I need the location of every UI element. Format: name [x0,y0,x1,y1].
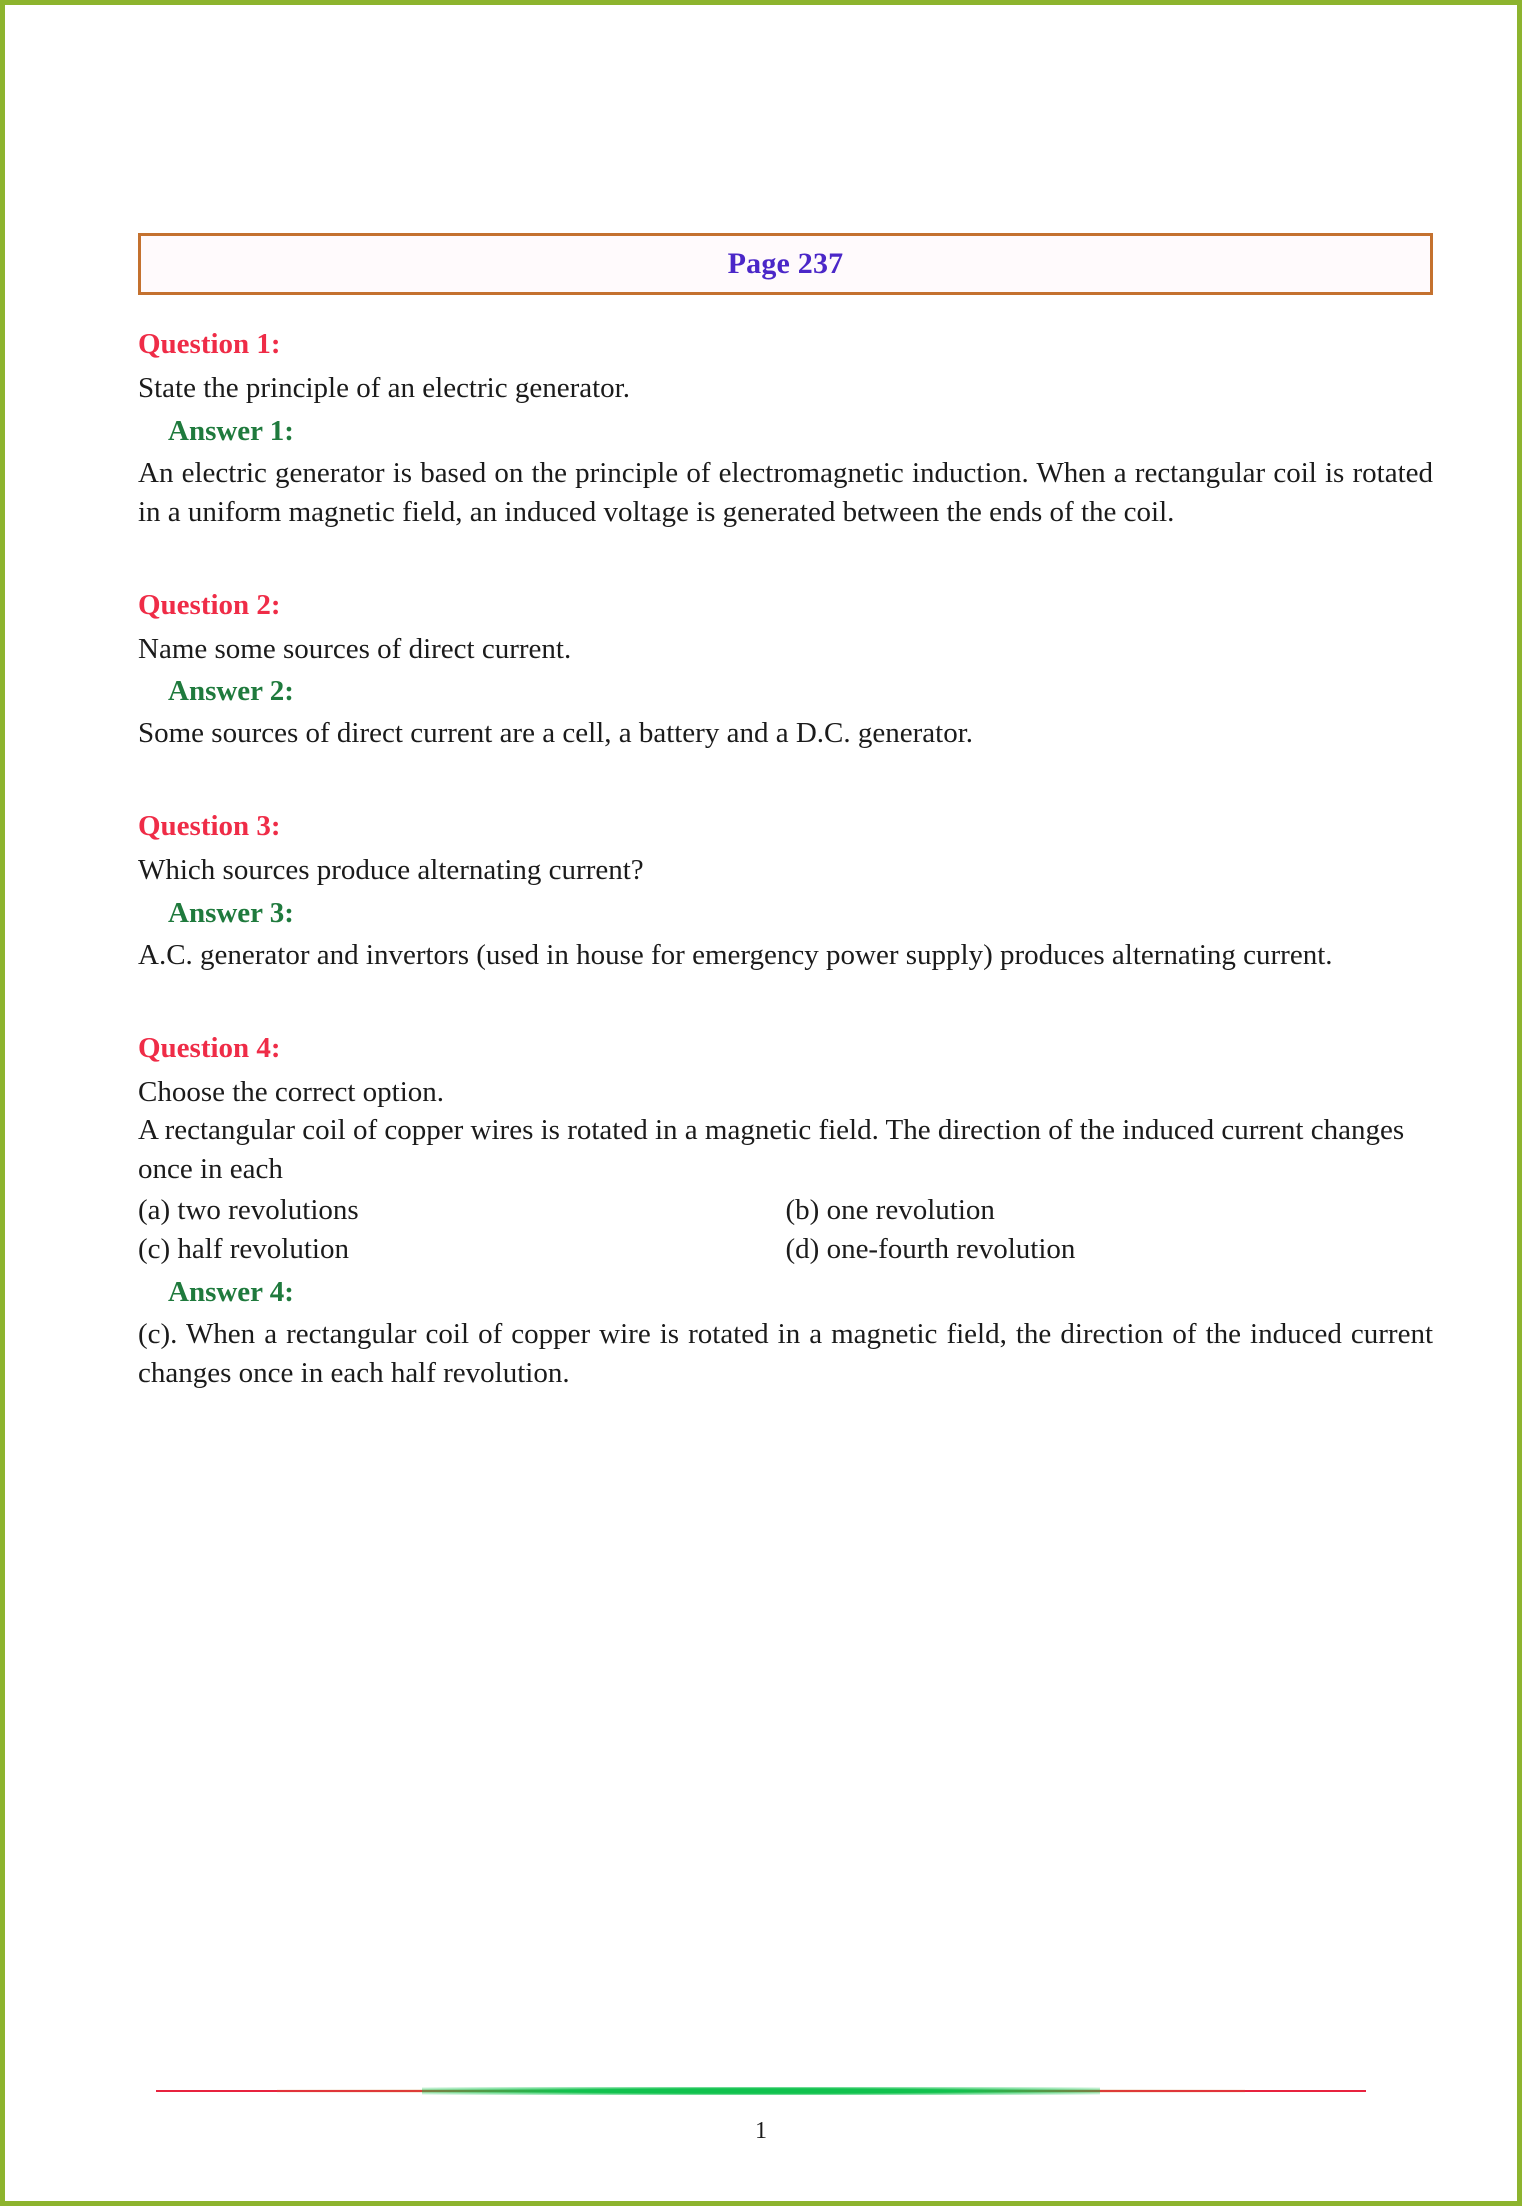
mcq-option-a[interactable]: (a) two revolutions [138,1194,359,1227]
mcq-option-b[interactable]: (b) one revolution [785,1194,995,1227]
mcq-options [138,1191,1433,1269]
question-label-1: Question 1: [138,328,281,360]
mcq-option-row [138,1191,1433,1230]
qa-block-1 [138,325,1433,532]
question-label-3: Question 3: [138,810,281,843]
page-number: 1 [755,2118,767,2144]
question-text-4: Choose the correct option. [138,1076,445,1109]
answer-text-4: (c). When a rectangular coil of copper wire is rotated in a magnetic field, the direction of the induced current changes once in each half revolution. [138,1318,1433,1389]
question-text-2: Name some sources of direct current. [138,632,572,665]
page-footer [5,2086,1517,2145]
mcq-option-c[interactable]: (c) half revolution [138,1232,349,1265]
answer-text-1: An electric generator is based on the principle of electromagnetic induction. When a rectangular coil is rotated in a uniform magnetic field, an induced voltage is generated between the ends of the coil. [138,456,1433,528]
question-label-2: Question 2: [138,588,281,621]
page-title: Page 237 [727,247,844,280]
answer-label-3: Answer 3: [168,896,294,929]
mcq-option-row [138,1230,1433,1269]
answer-label-4: Answer 4: [168,1275,294,1308]
page-header-box [138,233,1433,295]
question-label-4: Question 4: [138,1031,281,1064]
answer-text-3: A.C. generator and invertors (used in house for emergency power supply) produces alternating current. [138,938,1333,971]
footer-divider [156,2086,1366,2096]
question-text-4-body: A rectangular coil of copper wires is rotated in a magnetic field. The direction of the induced current changes once in each [138,1114,1405,1186]
qa-block-3 [138,807,1433,975]
question-text-1: State the principle of an electric generator. [138,372,630,405]
answer-label-2: Answer 2: [168,675,294,708]
mcq-option-d[interactable]: (d) one-fourth revolution [785,1232,1076,1265]
footer-divider-accent-green [422,2087,1100,2095]
answer-label-1: Answer 1: [168,414,294,447]
qa-block-4 [138,1029,1433,1393]
answer-text-2: Some sources of direct current are a cell, a battery and a D.C. generator. [138,717,973,750]
qa-block-2 [138,586,1433,754]
page-inner [5,5,1517,2201]
document-content [138,233,1433,1447]
question-text-3: Which sources produce alternating current? [138,854,644,887]
